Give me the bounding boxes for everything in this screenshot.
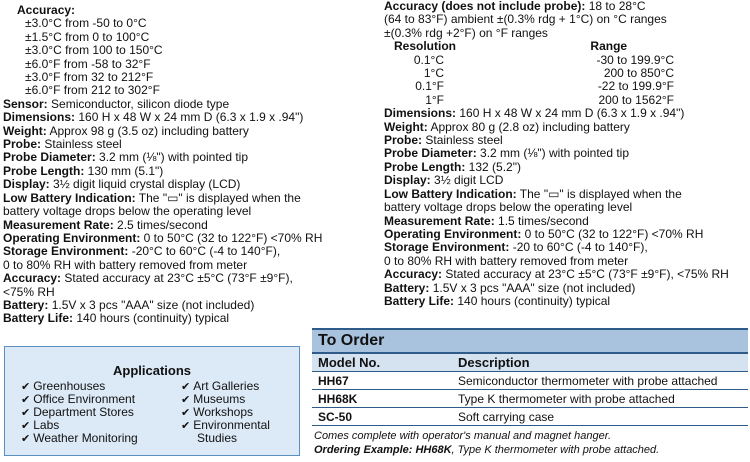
accuracy-line: ±6.0°F from -58 to 32°F [25, 56, 151, 71]
spec-value: The "▭" is displayed when the [516, 186, 682, 201]
ordering-example-text: , Type K thermometer with probe attached. [451, 444, 660, 456]
spec-row [384, 228, 746, 241]
spec-value: 1.5V x 3 pcs "AAA" size (not included) [48, 297, 255, 312]
range-cell: -30 to 199.9°C [596, 52, 674, 67]
table-row [312, 372, 748, 390]
spec-label: Operating Environment: [384, 226, 522, 241]
spec-row [3, 192, 303, 205]
spec-label: Battery Life: [384, 293, 455, 308]
order-table-header [312, 354, 748, 372]
checkmark-icon: ✔ [181, 394, 191, 406]
accuracy-line: (64 to 83°F) ambient ±(0.3% rdg + 1°C) on °C ranges [384, 12, 667, 27]
table-row [312, 390, 748, 408]
spec-row [3, 165, 303, 178]
ordering-example-model: HH68K [412, 444, 452, 456]
spec-row [3, 111, 303, 124]
order-table [312, 354, 748, 426]
description-cell: Type K thermometer with probe attached [452, 390, 748, 408]
spec-row [3, 219, 303, 232]
application-label: Weather Monitoring [33, 431, 138, 445]
spec-row [3, 205, 303, 218]
spec-row [384, 255, 746, 268]
application-label: Department Stores [33, 405, 134, 419]
spec-label: Probe Diameter: [3, 150, 96, 165]
spec-label: Battery: [3, 297, 49, 312]
spec-label: Operating Environment: [3, 230, 141, 245]
spec-value: 3.2 mm (⅛") with pointed tip [95, 150, 249, 165]
spec-label: Probe Diameter: [384, 146, 477, 161]
spec-row [3, 178, 303, 191]
spec-label: Battery: [384, 280, 430, 295]
spec-value: 3.2 mm (⅛") with pointed tip [476, 146, 630, 161]
spec-label: Probe: [384, 133, 423, 148]
application-label: Labs [33, 418, 60, 432]
application-label: Environmental [193, 418, 270, 432]
spec-row [384, 161, 746, 174]
spec-row [3, 230, 323, 245]
resolution-row [384, 94, 746, 107]
spec-row [384, 295, 746, 308]
spec-row [3, 138, 303, 151]
model-cell: HH68K [312, 390, 452, 408]
spec-value: 3½ digit liquid crystal display (LCD) [49, 177, 241, 192]
spec-label: Storage Environment: [384, 240, 510, 255]
application-label: Museums [193, 392, 246, 406]
spec-label: Accuracy: [3, 271, 62, 286]
spec-value: 160 H x 48 W x 24 mm D (6.3 x 1.9 x .94") [75, 110, 304, 125]
application-label: Greenhouses [33, 379, 106, 393]
spec-row [384, 147, 746, 160]
spec-row [384, 215, 746, 228]
spec-label: Probe: [3, 137, 42, 152]
accuracy-line: ±3.0°C from -50 to 0°C [25, 16, 147, 31]
ordering-example [312, 444, 748, 456]
spec-label: Sensor: [3, 96, 48, 111]
accuracy-line: ±3.0°C from 100 to 150°C [25, 43, 163, 58]
spec-label: Weight: [384, 119, 428, 134]
accuracy-line: ±3.0°F from 32 to 212°F [25, 70, 154, 85]
right-spec-column [384, 0, 746, 308]
spec-row [3, 272, 303, 285]
left-spec-column [3, 0, 323, 326]
accuracy-label: Accuracy: [17, 3, 76, 17]
spec-label: Probe Length: [3, 163, 85, 178]
spec-value: 132 (5.2") [465, 159, 521, 174]
resolution-header: Resolution [394, 39, 456, 54]
accuracy-row [384, 0, 746, 13]
applications-box [4, 346, 300, 456]
description-cell: Soft carrying case [452, 408, 748, 426]
spec-label: Low Battery Indication: [384, 186, 517, 201]
range-header: Range [590, 39, 628, 54]
spec-label: Accuracy: [384, 267, 443, 282]
spec-value: Semiconductor, silicon diode type [47, 96, 230, 111]
spec-value: 3½ digit LCD [430, 173, 504, 188]
checkmark-icon: ✔ [181, 381, 191, 393]
range-cell: -22 to 199.9°F [597, 79, 674, 94]
spec-row [384, 268, 746, 281]
spec-value: Stated accuracy at 23°C ±5°C (73°F ±9°F), <75% RH [442, 267, 729, 282]
spec-value: 0 to 80% RH with battery removed from meter [384, 253, 629, 268]
spec-label: Weight: [3, 123, 47, 138]
spec-row [384, 174, 746, 187]
spec-label: Dimensions: [384, 106, 457, 121]
resolution-table [384, 40, 746, 107]
spec-value: Stainless steel [41, 137, 122, 152]
spec-value: 140 hours (continuity) typical [73, 311, 230, 326]
spec-label: Display: [3, 177, 50, 192]
resolution-row [384, 80, 746, 93]
spec-label: Storage Environment: [3, 244, 129, 259]
checkmark-icon: ✔ [181, 420, 191, 432]
application-label: Workshops [193, 405, 254, 419]
model-cell: HH67 [312, 372, 452, 390]
checkmark-icon: ✔ [181, 407, 191, 419]
spec-value: 130 mm (5.1") [84, 163, 164, 178]
spec-row [384, 201, 746, 214]
checkmark-icon: ✔ [21, 381, 31, 393]
spec-row [384, 107, 746, 120]
range-cell: 200 to 1562°F [598, 92, 674, 107]
spec-value: 1.5 times/second [494, 213, 589, 228]
spec-label: Measurement Rate: [3, 217, 114, 232]
spec-label: Display: [384, 173, 431, 188]
resolution-cell: 0.1°F [415, 79, 444, 94]
checkmark-icon: ✔ [21, 407, 31, 419]
accuracy-line: ±(0.3% rdg +2°F) on °F ranges [384, 25, 548, 40]
spec-row [3, 312, 303, 325]
resolution-cell: 0.1°C [413, 52, 444, 67]
range-cell: 200 to 850°C [603, 66, 674, 81]
spec-value: 140 hours (continuity) typical [454, 293, 611, 308]
spec-value: <75% RH [3, 284, 55, 299]
application-item-continued [197, 432, 237, 445]
spec-label: Low Battery Indication: [3, 190, 136, 205]
spec-value: battery voltage drops below the operating level [3, 204, 252, 219]
spec-value: 2.5 times/second [113, 217, 208, 232]
spec-row [384, 188, 746, 201]
accuracy-label: Accuracy (does not include probe): [384, 0, 586, 13]
description-cell: Semiconductor thermometer with probe attached [452, 372, 748, 390]
accuracy-line: ±6.0°F from 212 to 302°F [25, 83, 160, 98]
model-cell: SC-50 [312, 408, 452, 426]
to-order-section [312, 328, 748, 456]
accuracy-line: ±1.5°C from 0 to 100°C [25, 29, 150, 44]
spec-value: 160 H x 48 W x 24 mm D (6.3 x 1.9 x .94") [456, 106, 685, 121]
order-note: Comes complete with operator's manual and magnet hanger. [314, 430, 612, 442]
spec-row [3, 245, 303, 258]
spec-value: 1.5V x 3 pcs "AAA" size (not included) [429, 280, 636, 295]
checkmark-icon: ✔ [21, 394, 31, 406]
resolution-row [384, 67, 746, 80]
spec-value: Stainless steel [422, 133, 503, 148]
resolution-header-row [384, 40, 746, 53]
spec-label: Dimensions: [3, 110, 76, 125]
accuracy-heading [3, 4, 303, 17]
checkmark-icon: ✔ [21, 433, 31, 445]
spec-value: 0 to 50°C (32 to 122°F) <70% RH [140, 230, 323, 245]
spec-row [3, 125, 303, 138]
spec-row [3, 299, 303, 312]
spec-value: -20 to 60°C (-4 to 140°F), [509, 240, 648, 255]
model-column-header: Model No. [312, 354, 452, 372]
spec-value: 0 to 50°C (32 to 122°F) <70% RH [521, 226, 704, 241]
spec-row [3, 151, 303, 164]
ordering-example-label: Ordering Example: [314, 444, 413, 456]
spec-label: Battery Life: [3, 311, 74, 326]
application-label: Office Environment [33, 392, 136, 406]
application-label: Studies [197, 431, 238, 445]
spec-row [3, 286, 303, 299]
resolution-cell: 1°C [423, 66, 444, 81]
table-row [312, 408, 748, 426]
spec-value: Approx 80 g (2.8 oz) including battery [427, 119, 630, 134]
applications-title: Applications [112, 363, 191, 378]
spec-value: battery voltage drops below the operating level [384, 200, 633, 215]
to-order-title: To Order [312, 328, 748, 354]
description-column-header: Description [452, 354, 748, 372]
application-item [21, 432, 138, 446]
spec-value: Stated accuracy at 23°C ±5°C (73°F ±9°F), [61, 271, 293, 286]
spec-row [384, 282, 746, 295]
resolution-row [384, 54, 746, 67]
spec-value: Approx 98 g (3.5 oz) including battery [46, 123, 249, 138]
application-label: Art Galleries [193, 379, 260, 393]
spec-label: Probe Length: [384, 159, 466, 174]
resolution-cell: 1°F [425, 92, 444, 107]
spec-row [3, 98, 303, 111]
spec-row [384, 121, 746, 134]
spec-row [3, 259, 303, 272]
spec-value: -20°C to 60°C (-4 to 140°F), [128, 244, 281, 259]
spec-row [384, 134, 746, 147]
spec-value: 0 to 80% RH with battery removed from meter [3, 257, 248, 272]
spec-row [384, 241, 746, 254]
accuracy-value: 18 to 28°C [585, 0, 646, 13]
checkmark-icon: ✔ [21, 420, 31, 432]
spec-value: The "▭" is displayed when the [135, 190, 301, 205]
spec-label: Measurement Rate: [384, 213, 495, 228]
